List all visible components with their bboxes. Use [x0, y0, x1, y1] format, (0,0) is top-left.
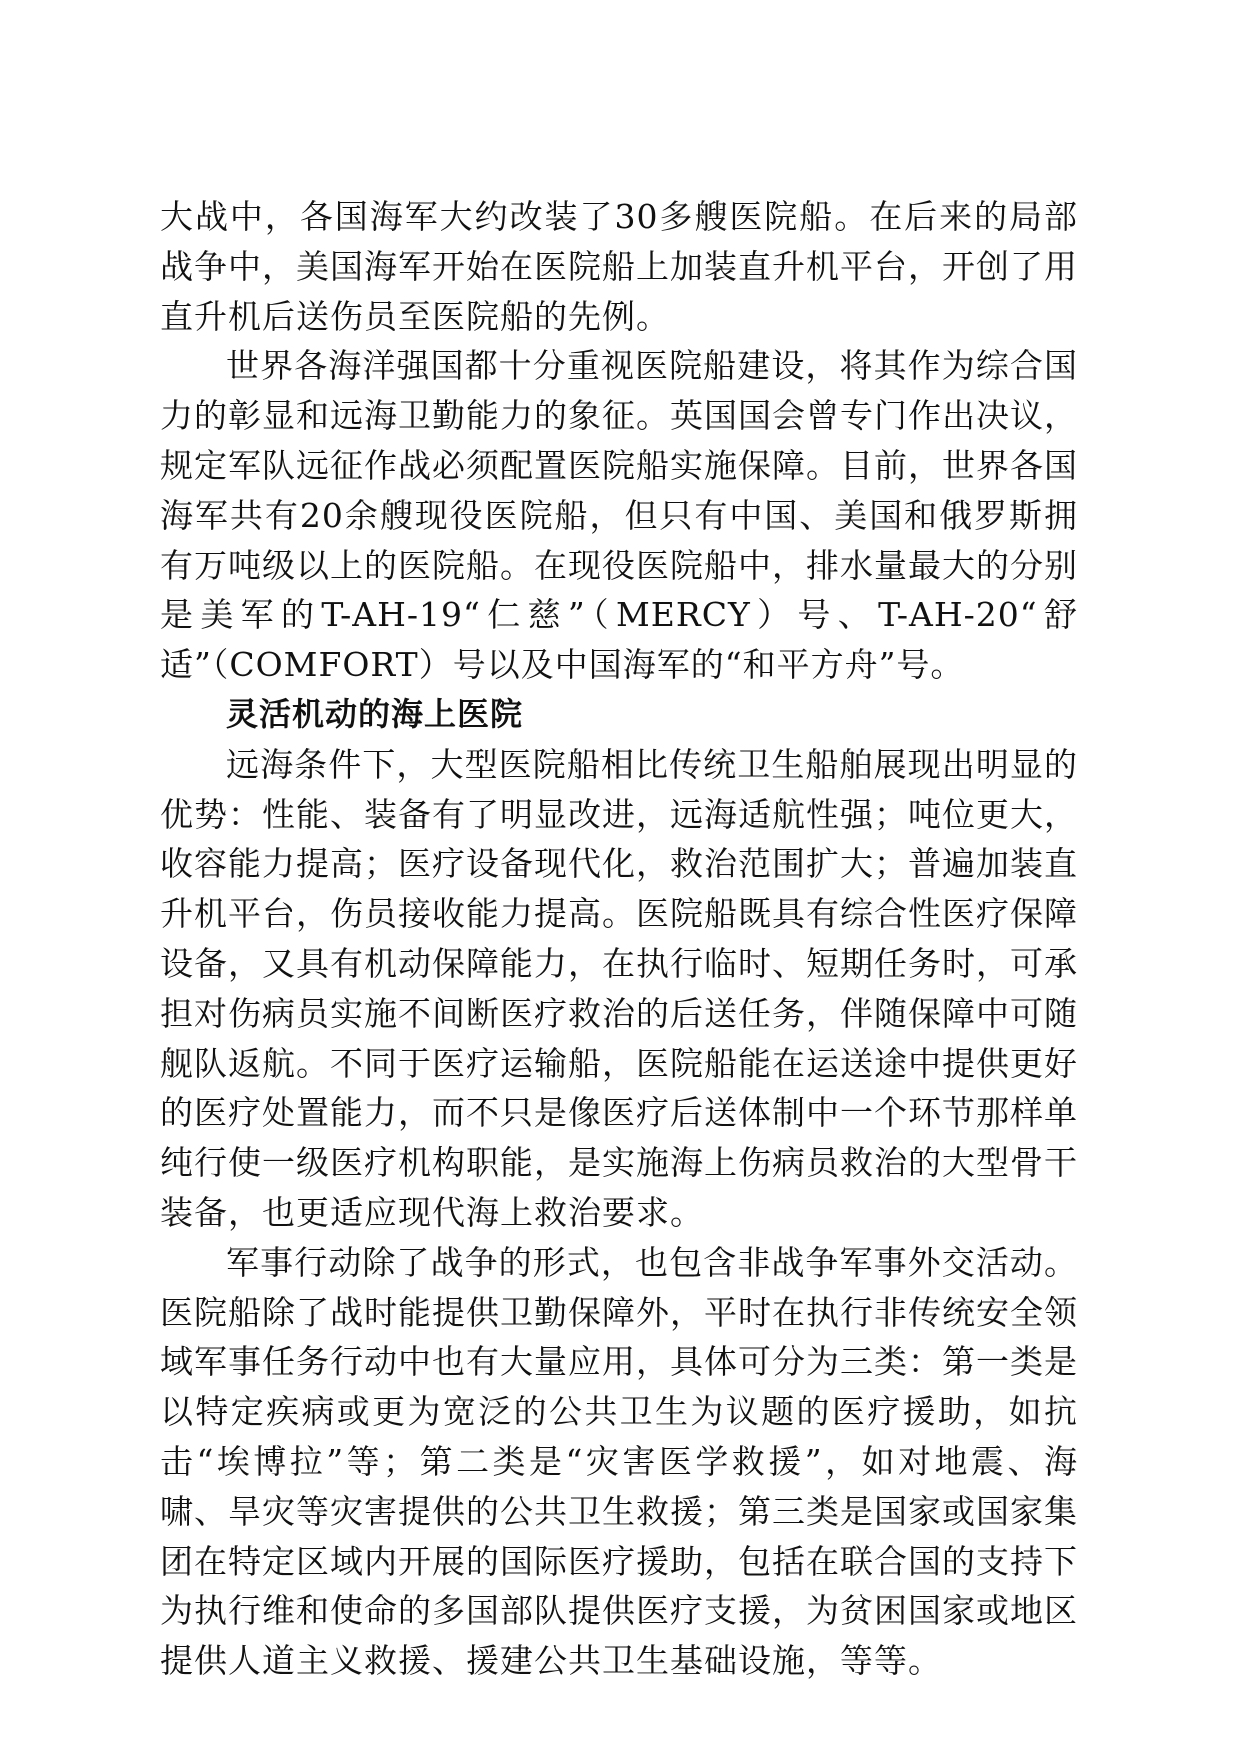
section-heading: 灵活机动的海上医院: [226, 694, 524, 733]
paragraph-hospital-ship-importance: 世界各海洋强国都十分重视医院船建设，将其作为综合国力的彰显和远海卫勤能力的象征。英国国会曾专门作出决议，规定军队远征作战必须配置医院船实施保障。目前，世界各国海军共有20余艘现役医院船，但只有中国、美国和俄罗斯拥有万吨级以上的医院船。在现役医院船中，排水量最大的分别是美军的T-AH-19“仁慈”（MERCY）号、T-AH-20“舒适”（COMFORT）号以及中国海军的“和平方舟”号。: [160, 346, 1078, 685]
paragraph-non-war-missions: 军事行动除了战争的形式，也包含非战争军事外交活动。医院船除了战时能提供卫勤保障外，平时在执行非传统安全领域军事任务行动中也有大量应用，具体可分为三类：第一类是以特定疾病或更为宽泛的公共卫生为议题的医疗援助，如抗击“埃博拉”等；第二类是“灾害医学救援”，如对地震、海啸、旱灾等灾害提供的公共卫生救援；第三类是国家或国家集团在特定区域内开展的国际医疗援助，包括在联合国的支持下为执行维和使命的多国部队提供医疗支援，为贫困国家或地区提供人道主义救援、援建公共卫生基础设施，等等。: [160, 1242, 1078, 1681]
paragraph-advantages: 远海条件下，大型医院船相比传统卫生船舶展现出明显的优势：性能、装备有了明显改进，远海适航性强；吨位更大，收容能力提高；医疗设备现代化，救治范围扩大；普遍加装直升机平台，伤员接收能力提高。医院船既具有综合性医疗保障设备，又具有机动保障能力，在执行临时、短期任务时，可承担对伤病员实施不间断医疗救治的后送任务，伴随保障中可随舰队返航。不同于医疗运输船，医院船能在运送途中提供更好的医疗处置能力，而不只是像医疗后送体制中一个环节那样单纯行使一级医疗机构职能，是实施海上伤病员救治的大型骨干装备，也更适应现代海上救治要求。: [160, 744, 1078, 1232]
paragraph-continued: 大战中，各国海军大约改装了30多艘医院船。在后来的局部战争中，美国海军开始在医院船上加装直升机平台，开创了用直升机后送伤员至医院船的先例。: [160, 197, 1078, 336]
document-body: [160, 192, 1078, 1686]
